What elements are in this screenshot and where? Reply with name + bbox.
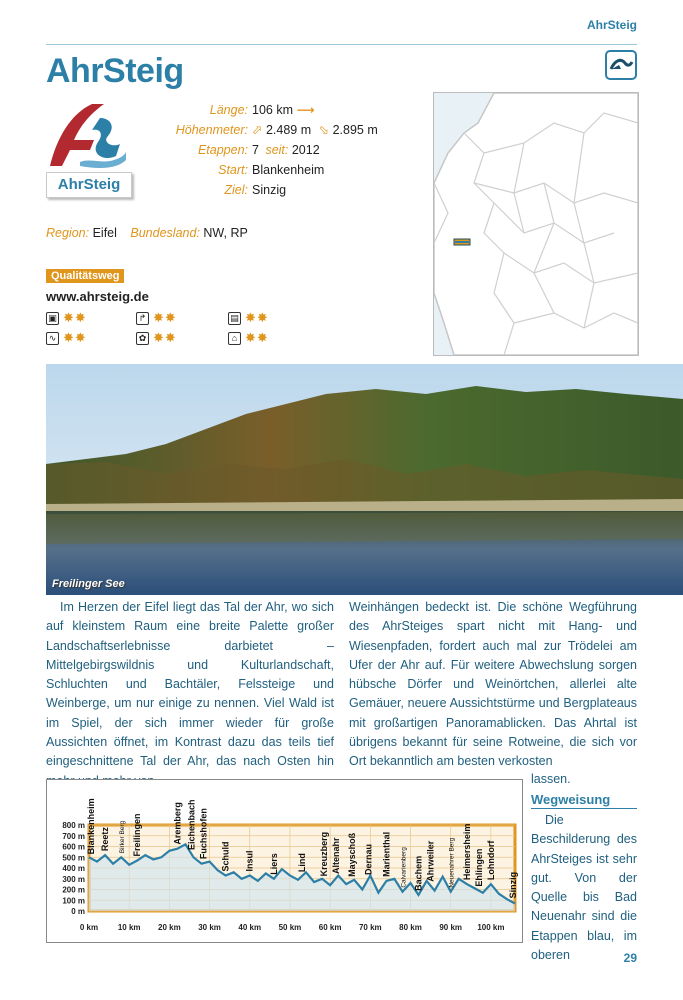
place-label: Birker Berg — [119, 820, 127, 854]
facts-values — [252, 100, 378, 200]
bus-icon: ▣ — [46, 312, 59, 325]
bed-icon: ▤ — [228, 312, 241, 325]
y-tick-label: 800 m — [62, 821, 85, 830]
place-label: Bachem — [413, 855, 424, 891]
x-tick-label: 10 km — [117, 923, 141, 932]
nature-icon: ✿ — [136, 332, 149, 345]
stages-value: 7 — [252, 143, 259, 157]
arrow-right-icon: ⟶ — [296, 103, 315, 117]
place-label: Mayschoß — [347, 832, 358, 877]
header-rule — [46, 44, 637, 45]
end-label: Ziel: — [224, 183, 248, 197]
rating-heartbeat — [46, 330, 87, 346]
start-value: Blankenheim — [252, 163, 325, 177]
place-label: Fuchshofen — [198, 808, 209, 860]
end-value: Sinzig — [252, 183, 287, 197]
x-tick-label: 0 km — [79, 923, 99, 932]
place-label: Calvarienberg — [400, 847, 408, 888]
descent-icon: ⬂ — [318, 123, 330, 137]
quality-badge: Qualitätsweg — [46, 269, 124, 283]
place-label: Lind — [297, 853, 307, 873]
facts-labels — [150, 100, 248, 200]
y-tick-label: 400 m — [62, 864, 85, 873]
place-label: Kreuzberg — [319, 831, 330, 877]
rating-bed — [228, 310, 269, 326]
length-value: 106 km — [252, 103, 293, 117]
region-line — [46, 226, 248, 240]
since-label: seit: — [265, 143, 289, 157]
place-label: Lohndorf — [485, 840, 496, 881]
y-tick-label: 200 m — [62, 885, 85, 895]
page-title: AhrSteig — [46, 52, 184, 90]
rating-stars: ✸✸ — [245, 330, 269, 345]
logo-mark-icon — [46, 100, 130, 176]
rating-bus — [46, 310, 87, 326]
rating-stars: ✸✸ — [245, 310, 269, 325]
rating-stars: ✸✸ — [153, 330, 177, 345]
wegweisung-text — [531, 811, 637, 965]
elevation-label: Höhenmeter: — [175, 123, 248, 137]
place-label: Eichenbach — [186, 799, 197, 851]
place-label: Freilingen — [132, 813, 143, 857]
website-link[interactable]: www.ahrsteig.de — [46, 289, 149, 304]
since-value: 2012 — [291, 143, 320, 157]
location-map — [433, 92, 639, 356]
wegweisung-paragraph: Die Beschilderung des AhrSteiges ist sehr gut. Von der Quelle bis Bad Neuenahr sind die Etappen blau, im oberen — [531, 813, 637, 963]
place-label: Neuenahrer Berg — [448, 837, 456, 888]
y-tick-label: 0 m — [71, 907, 85, 916]
x-tick-label: 50 km — [278, 923, 302, 932]
body-paragraph: Weinhängen bedeckt ist. Die schöne Wegführung des AhrSteiges spart nicht mit Hang- und Wiesenpfaden, fordert auch mal zur Trödelei am Ufer der Ahr auf. Für weitere Abwechslung sorgen hübsche Dörfer und Weinörtchen, allerlei alte Gemäuer, neuere Aussichtstürme und Bergplateaus mit großartigen Panoramablicken. Das Ahrtal ist übrigens bekannt für seine Rotweine, die sich vor Ort bekanntlich am besten verkosten — [349, 600, 637, 769]
photo-caption: Freilinger See — [52, 578, 125, 590]
x-tick-label: 80 km — [399, 923, 422, 932]
place-label: Dernau — [363, 844, 374, 876]
body-column-2 — [349, 598, 637, 772]
place-label: Reetz — [100, 827, 111, 852]
place-label: Schuld — [220, 841, 231, 872]
length-label: Länge: — [209, 103, 248, 117]
region-value: Eifel — [92, 226, 117, 240]
place-label: Aremberg — [172, 802, 183, 845]
culture-icon: ⌂ — [228, 332, 241, 345]
elevation-profile — [46, 779, 523, 943]
y-tick-label: 600 m — [62, 842, 85, 852]
start-label: Start: — [218, 163, 248, 177]
state-value: NW, RP — [203, 226, 248, 240]
lake-photo — [46, 364, 683, 595]
place-label: Ahrweiler — [425, 840, 436, 882]
place-label: Sinzig — [507, 871, 518, 899]
logo-wordmark: AhrSteig — [46, 172, 132, 198]
signpost-icon: ↱ — [136, 312, 149, 325]
x-tick-label: 30 km — [198, 923, 221, 932]
page-number: 29 — [623, 951, 637, 965]
rating-culture — [228, 330, 269, 346]
stages-label: Etappen: — [197, 143, 248, 157]
state-label: Bundesland: — [130, 226, 200, 240]
place-label: Heimersheim — [461, 823, 472, 881]
body-column-1 — [46, 598, 334, 791]
y-tick-label: 300 m — [62, 874, 85, 884]
place-label: Insul — [244, 850, 255, 872]
body-paragraph: Im Herzen der Eifel liegt das Tal der Ahr, wo sich auf kleinstem Raum eine breite Palette großer Landschaftserlebnisse darbietet – Mittelgebirgswildnis und Kulturlandschaft, Schluchten und Bachtäler, Felssteige und Weinberge, um nur einige zu nennen. Viel Wald ist im Spiel, der sich immer wieder für große Aussichten öffnet, im Kontrast dazu das teils tief eingeschnittene Tal der Ahr, das nach Osten hin — [46, 600, 334, 769]
place-label: Blankenheim — [86, 798, 97, 855]
wegweisung-rule — [531, 808, 637, 809]
y-tick-label: 500 m — [62, 853, 85, 863]
x-tick-label: 90 km — [439, 923, 463, 932]
place-label: Liers — [268, 853, 279, 875]
heartbeat-icon: ∿ — [46, 332, 59, 345]
ascent-icon: ⬀ — [252, 123, 263, 137]
ahrsteig-logo — [46, 100, 130, 198]
place-label: Altenahr — [331, 837, 342, 874]
x-tick-label: 100 km — [477, 923, 505, 932]
x-tick-label: 20 km — [158, 923, 181, 932]
running-head: AhrSteig — [586, 18, 637, 32]
body-last-line: lassen. — [531, 772, 571, 786]
y-tick-label: 700 m — [62, 831, 85, 841]
rating-signpost — [136, 310, 177, 326]
y-tick-label: 100 m — [62, 896, 85, 906]
x-tick-label: 70 km — [358, 923, 382, 932]
region-label: Region: — [46, 226, 90, 240]
descent-value: 2.895 m — [332, 123, 378, 137]
x-tick-label: 40 km — [238, 923, 262, 932]
rating-nature — [136, 330, 177, 346]
rating-stars: ✸✸ — [153, 310, 177, 325]
place-label: Marienthal — [381, 831, 392, 877]
route-symbol-icon — [605, 50, 637, 80]
elevation-profile-chart — [47, 780, 522, 942]
wegweisung-heading: Wegweisung — [531, 792, 611, 807]
place-label: Ehlingen — [473, 848, 484, 887]
x-tick-label: 60 km — [318, 923, 342, 932]
ascent-value: 2.489 m — [265, 123, 312, 137]
rating-stars: ✸✸ — [63, 310, 87, 325]
rating-stars: ✸✸ — [63, 330, 87, 345]
